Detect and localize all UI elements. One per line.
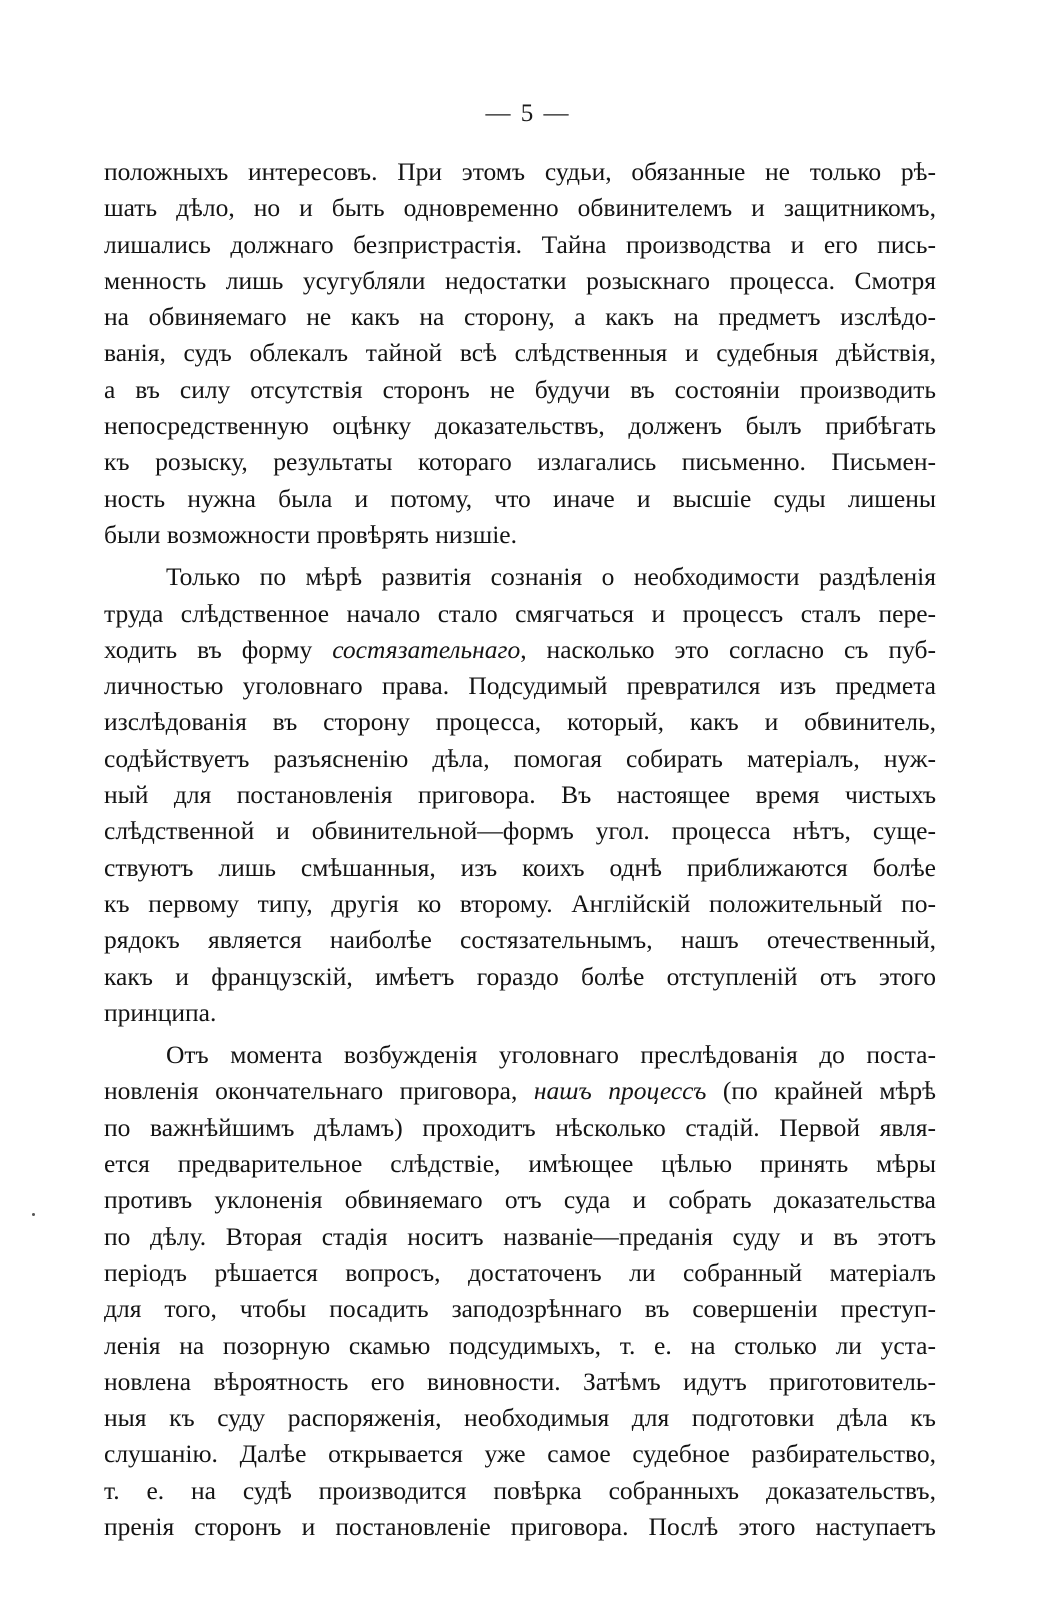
text-line: труда слѣдственное начало стало смягчаться и процессъ сталъ пере- [104, 598, 936, 628]
text-line: личностью уголовнаго права. Подсудимый превратился изъ предмета [104, 671, 936, 701]
page-body [104, 154, 936, 1545]
text-line: по важнѣйшимъ дѣламъ) проходитъ нѣсколько стадій. Первой явля- [104, 1112, 936, 1142]
text-line: лишались должнаго безпристрастія. Тайна производства и его пись- [104, 229, 936, 259]
text-line: новлена вѣроятность его виновности. Затѣмъ идутъ приготовитель- [104, 1366, 936, 1396]
text-line: пренія сторонъ и постановленіе приговора. Послѣ этого наступаетъ [104, 1511, 936, 1541]
text-line: ность нужна была и потому, что иначе и высшіе суды лишены [104, 483, 936, 513]
text-line: положныхъ интересовъ. При этомъ судьи, обязанные не только рѣ- [104, 157, 936, 186]
text-line: періодъ рѣшается вопросъ, достаточенъ ли собранный матеріалъ [104, 1257, 936, 1287]
text-line: ный для постановленія приговора. Въ настоящее время чистыхъ [104, 780, 936, 810]
page-number: — 5 — [485, 100, 571, 127]
text-line: рядокъ является наиболѣе состязательнымъ, нашъ отечественный, [104, 925, 936, 955]
text-line: изслѣдованія въ сторону процесса, который, какъ и обвинитель, [104, 707, 936, 737]
italic-term: состязательнаго [332, 634, 521, 664]
print-speck [32, 1213, 35, 1216]
text-line: ходить въ форму состязательнаго, насколько это согласно съ пуб- [104, 634, 936, 664]
italic-term: нашъ процессъ [533, 1076, 707, 1106]
text-line: ствуютъ лишь смѣшанныя, изъ коихъ однѣ приближаются болѣе [104, 852, 936, 882]
text-line: къ розыску, результаты котораго излагались письменно. Письмен- [104, 447, 936, 477]
text-line: новленія окончательнаго приговора, нашъ процессъ (по крайней мѣрѣ [104, 1076, 937, 1106]
text-line: а въ силу отсутствія сторонъ не будучи въ состояніи производить [104, 374, 936, 404]
text-line: т. е. на судѣ производится повѣрка собранныхъ доказательствъ, [104, 1475, 936, 1505]
text-line: слушанію. Далѣе открывается уже самое судебное разбирательство, [104, 1439, 936, 1469]
text-line: на обвиняемаго не какъ на сторону, а какъ на предметъ изслѣдо- [104, 302, 936, 332]
text-line: Отъ момента возбужденія уголовнаго преслѣдованія до поста- [166, 1040, 936, 1070]
text-line: къ первому типу, другія ко второму. Англійскій положительный по- [104, 888, 936, 918]
text-line: ется предварительное слѣдствіе, имѣющее цѣлью принять мѣры [104, 1149, 936, 1179]
text-line: ныя къ суду распоряженія, необходимыя для подготовки дѣла къ [104, 1403, 936, 1433]
text-line: Только по мѣрѣ развитія сознанія о необходимости раздѣленія [166, 562, 936, 592]
text-line: для того, чтобы посадить заподозрѣннаго въ совершеніи преступ- [104, 1294, 936, 1324]
text-line: содѣйствуетъ разъясненію дѣла, помогая собирать матеріалъ, нуж- [104, 743, 936, 773]
text-line: ленія на позорную скамью подсудимыхъ, т. е. на столько ли уста- [104, 1330, 936, 1360]
text-line: менность лишь усугубляли недостатки розыскнаго процесса. Смотря [104, 265, 936, 295]
text-line: принципа. [104, 997, 217, 1027]
text-line: противъ уклоненія обвиняемаго отъ суда и собрать доказательства [104, 1185, 936, 1215]
text-line: непосредственную оцѣнку доказательствъ, долженъ былъ прибѣгать [104, 411, 936, 441]
text-line: были возможности провѣрять низшіе. [104, 519, 518, 549]
text-line: по дѣлу. Вторая стадія носитъ названіе—преданія суду и въ этотъ [104, 1221, 936, 1251]
text-line: шать дѣло, но и быть одновременно обвинителемъ и защитникомъ, [104, 193, 936, 223]
text-line: какъ и французскій, имѣетъ гораздо болѣе отступленій отъ этого [104, 961, 936, 991]
text-line: слѣдственной и обвинительной—формъ угол. процесса нѣтъ, суще- [104, 816, 936, 846]
text-line: ванія, судъ облекалъ тайной всѣ слѣдственныя и судебныя дѣйствія, [104, 338, 936, 368]
